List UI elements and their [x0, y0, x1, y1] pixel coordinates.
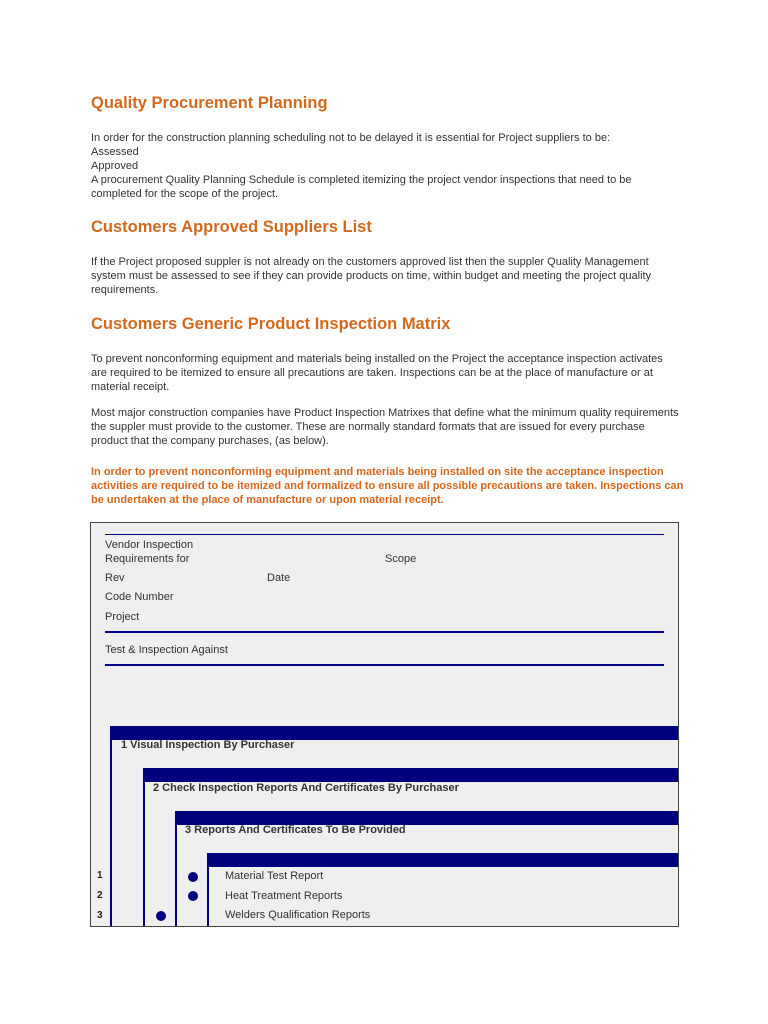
- row-label-heat-treatment: Heat Treatment Reports: [225, 890, 343, 902]
- vendor-inspection-label: Vendor Inspection: [105, 539, 194, 551]
- divider: [105, 631, 664, 633]
- project-label: Project: [105, 611, 140, 623]
- row-label-welders-qualification: Welders Qualification Reports: [225, 909, 371, 921]
- heading-generic-inspection-matrix: Customers Generic Product Inspection Matrix: [91, 315, 451, 333]
- row-number: 2: [97, 890, 103, 901]
- heading-quality-procurement-planning: Quality Procurement Planning: [91, 94, 328, 112]
- column-line-1: [110, 726, 112, 927]
- column-header-visual-inspection: 1 Visual Inspection By Purchaser: [121, 739, 295, 751]
- paragraph-approved-suppliers: [91, 255, 681, 297]
- scope-label: Scope: [385, 553, 417, 565]
- column-line-2: [143, 768, 145, 927]
- bullet-dot: [188, 891, 198, 901]
- paragraph-quality-procurement: [91, 131, 681, 201]
- bullet-dot: [156, 911, 166, 921]
- row-number: 1: [97, 870, 103, 881]
- highlight-warning: In order to prevent nonconforming equipment and materials being installed on site the acceptance inspection activities are required to be itemized and formalized to ensure all possible precautions are taken. Inspections can be undertaken at the place of manufacture or upon material receipt.: [91, 466, 684, 506]
- text-line: In order for the construction planning scheduling not to be delayed it is essential for Project suppliers to be:: [91, 132, 611, 144]
- requirements-for-label: Requirements for: [105, 553, 190, 565]
- paragraph-inspection-matrixes: Most major construction companies have Product Inspection Matrixes that define what the minimum quality requirements the suppler must provide to the customer. These are normally standard formats that are issued for every purchase product that the company purchases, (as below).: [91, 407, 679, 447]
- divider: [105, 534, 664, 535]
- column-header-reports-certificates: 3 Reports And Certificates To Be Provided: [185, 824, 406, 836]
- column-bar-2: [143, 768, 679, 782]
- column-bar-1: [110, 726, 679, 740]
- column-line-4: [207, 853, 209, 927]
- text-line: Approved: [91, 160, 139, 172]
- test-inspection-against-label: Test & Inspection Against: [105, 644, 228, 656]
- date-label: Date: [267, 572, 291, 584]
- column-bar-3: [175, 811, 679, 825]
- bullet-dot: [188, 872, 198, 882]
- heading-customers-approved-suppliers: Customers Approved Suppliers List: [91, 218, 372, 236]
- paragraph-prevent-nonconforming: To prevent nonconforming equipment and materials being installed on the Project the acceptance inspection activates are required to be itemized to ensure all precautions are taken. Inspections can be at the place of manufacture or at material receipt.: [91, 353, 663, 393]
- column-bar-4: [207, 853, 679, 867]
- rev-label: Rev: [105, 572, 125, 584]
- text-line: A procurement Quality Planning Schedule is completed itemizing the project vendor inspections that need to be completed for the scope of the project.: [91, 174, 632, 200]
- column-header-check-reports: 2 Check Inspection Reports And Certificates By Purchaser: [153, 782, 459, 794]
- text-line: Assessed: [91, 146, 139, 158]
- row-number: 3: [97, 910, 103, 921]
- text-line: If the Project proposed suppler is not already on the customers approved list then the suppler Quality Management system must be assessed to see if they can provide products on time, within budget and meeting the project quality requirements.: [91, 256, 652, 296]
- row-label-material-test-report: Material Test Report: [225, 870, 324, 882]
- column-line-3: [175, 811, 177, 927]
- divider: [105, 664, 664, 666]
- inspection-matrix-form: [90, 522, 679, 927]
- code-number-label: Code Number: [105, 591, 174, 603]
